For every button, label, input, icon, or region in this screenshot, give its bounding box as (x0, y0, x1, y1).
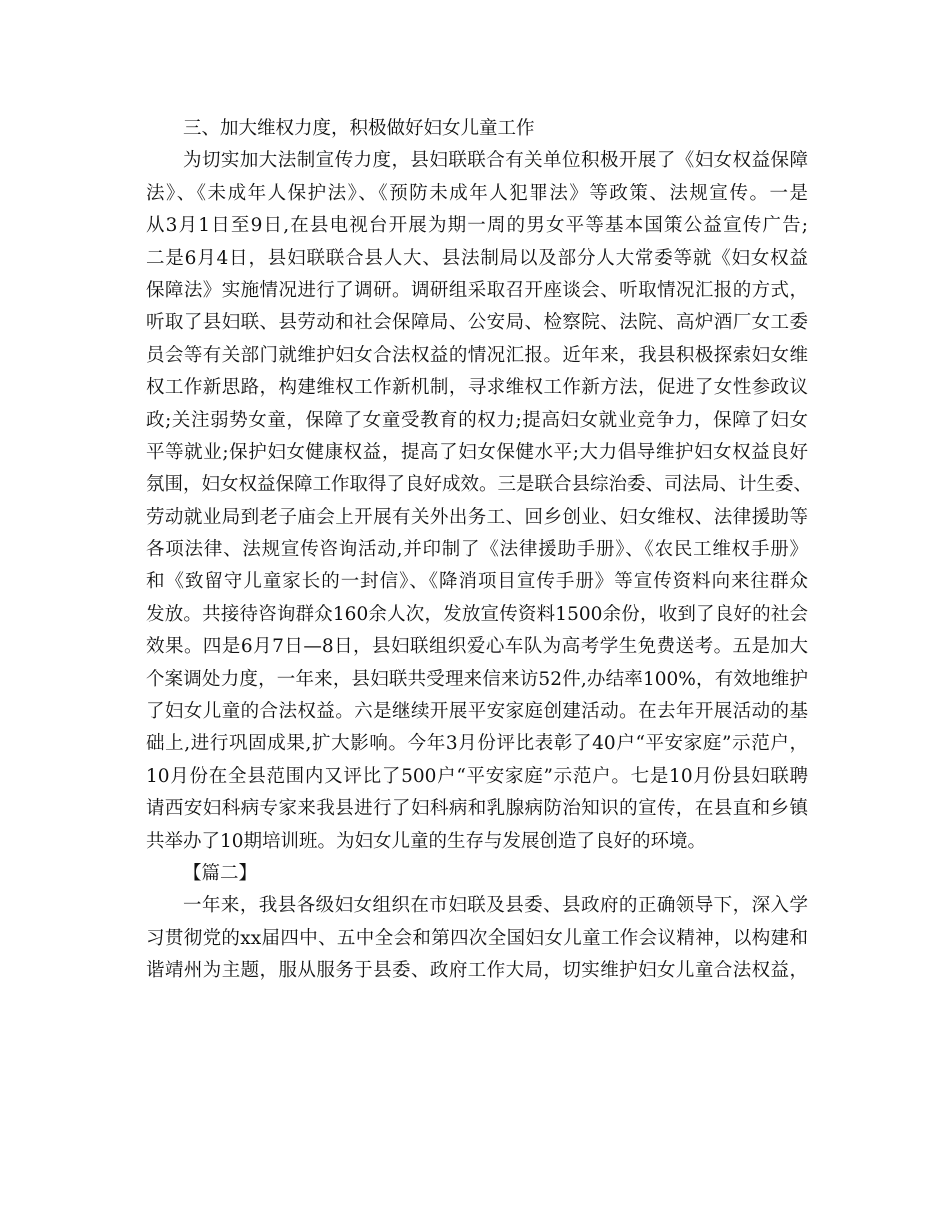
section-heading: 三、加大维权力度，积极做好妇女儿童工作 (183, 118, 535, 139)
paragraph-line: 共举办了10期培训班。为妇女儿童的生存与发展创造了良好的环境。 (146, 830, 707, 852)
paragraph-line: 10月份在全县范围内又评比了500户“平安家庭”示范户。七是10月份县妇联聘 (146, 765, 808, 787)
paragraph-line: 习贯彻党的xx届四中、五中全会和第四次全国妇女儿童工作会议精神，以构建和 (146, 927, 808, 949)
paragraph-line: 权工作新思路，构建维权工作新机制，寻求维权工作新方法，促进了女性参政议 (146, 377, 808, 399)
paragraph-line: 平等就业;保护妇女健康权益，提高了妇女保健水平;大力倡导维护妇女权益良好 (146, 441, 808, 463)
paragraph-line: 为切实加大法制宣传力度，县妇联联合有关单位积极开展了《妇女权益保障 (183, 150, 808, 172)
paragraph-line: 请西安妇科病专家来我县进行了妇科病和乳腺病防治知识的宣传，在县直和乡镇 (146, 798, 808, 820)
paragraph-line: 法》、《未成年人保护法》、《预防未成年人犯罪法》等政策、法规宣传。一是 (146, 182, 808, 204)
paragraph-line: 各项法律、法规宣传咨询活动,并印制了《法律援助手册》、《农民工维权手册》 (146, 539, 808, 561)
paragraph-line: 础上,进行巩固成果,扩大影响。今年3月份评比表彰了40户“平安家庭”示范户， (146, 733, 808, 755)
paragraph-line: 发放。共接待咨询群众160余人次，发放宣传资料1500余份，收到了良好的社会 (146, 603, 808, 625)
paragraph-line: 谐靖州为主题，服从服务于县委、政府工作大局，切实维护妇女儿童合法权益， (146, 960, 808, 982)
document-page (146, 113, 813, 988)
paragraph-1 (146, 145, 813, 858)
paragraph-line: 效果。四是6月7日—8日，县妇联组织爱心车队为高考学生免费送考。五是加大 (146, 636, 808, 658)
paragraph-line: 保障法》实施情况进行了调研。调研组采取召开座谈会、听取情况汇报的方式， (146, 279, 808, 301)
paragraph-line: 政;关注弱势女童，保障了女童受教育的权力;提高妇女就业竞争力，保障了妇女 (146, 409, 808, 431)
paragraph-line: 个案调处力度，一年来，县妇联共受理来信来访52件,办结率100%，有效地维护 (146, 668, 808, 690)
paragraph-line: 从3月1日至9日,在县电视台开展为期一周的男女平等基本国策公益宣传广告; (146, 215, 808, 237)
paragraph-line: 氛围，妇女权益保障工作取得了良好成效。三是联合县综治委、司法局、计生委、 (146, 474, 813, 496)
paragraph-line: 一年来，我县各级妇女组织在市妇联及县委、县政府的正确领导下，深入学 (183, 895, 808, 917)
paragraph-line: 员会等有关部门就维护妇女合法权益的情况汇报。近年来，我县积极探索妇女维 (146, 344, 808, 366)
paragraph-line: 了妇女儿童的合法权益。六是继续开展平安家庭创建活动。在去年开展活动的基 (146, 701, 808, 723)
paragraph-line: 和《致留守儿童家长的一封信》、《降消项目宣传手册》等宣传资料向来往群众 (146, 571, 808, 593)
paragraph-line: 二是6月4日，县妇联联合县人大、县法制局以及部分人大常委等就《妇女权益 (146, 247, 808, 269)
paragraph-line: 劳动就业局到老子庙会上开展有关外出务工、回乡创业、妇女维权、法律援助等 (146, 506, 808, 528)
paragraph-line: 听取了县妇联、县劳动和社会保障局、公安局、检察院、法院、高炉酒厂女工委 (146, 312, 808, 334)
part-label: 【篇二】 (183, 862, 258, 884)
paragraph-2 (146, 890, 808, 987)
